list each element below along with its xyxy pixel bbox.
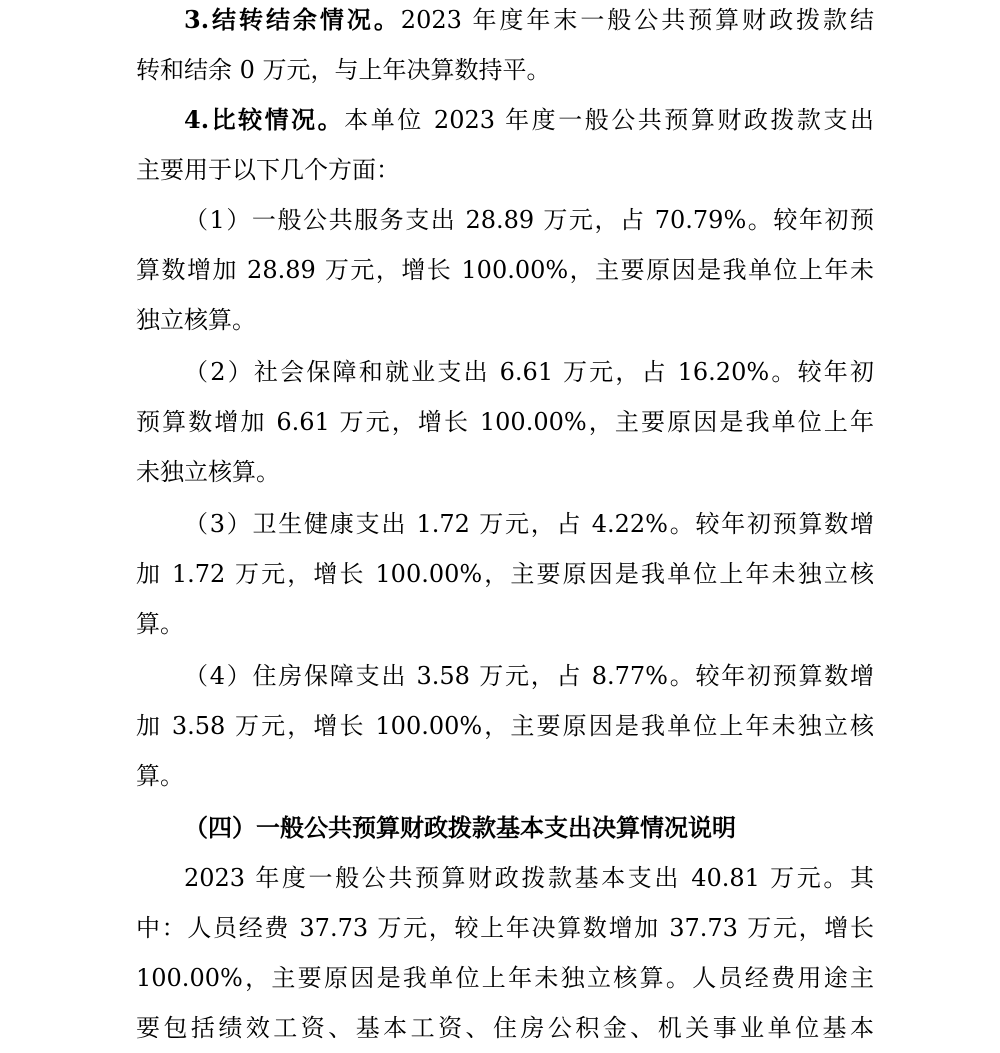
paragraph-line: 算。: [136, 610, 184, 638]
paragraph-line: （2）社会保障和就业支出 6.61 万元，占 16.20%。较年初: [184, 358, 874, 386]
paragraph-line: 算。: [136, 762, 184, 790]
paragraph-text: 本单位 2023 年度一般公共预算财政拨款支出: [344, 106, 874, 134]
paragraph-line: （4）住房保障支出 3.58 万元，占 8.77%。较年初预算数增: [184, 662, 874, 690]
paragraph-line: 中：人员经费 37.73 万元，较上年决算数增加 37.73 万元，增长: [136, 914, 874, 942]
paragraph-line: 独立核算。: [136, 306, 256, 334]
paragraph-line: 转和结余 0 万元，与上年决算数持平。: [136, 56, 551, 84]
paragraph-line: 要包括绩效工资、基本工资、住房公积金、机关事业单位基本: [136, 1014, 874, 1042]
paragraph-line: [184, 95, 874, 145]
paragraph-line: 主要用于以下几个方面：: [136, 156, 400, 184]
paragraph-line: 2023 年度一般公共预算财政拨款基本支出 40.81 万元。其: [184, 864, 874, 892]
paragraph-heading: 3.结转结余情况。: [184, 5, 401, 34]
paragraph-text: 2023 年度年末一般公共预算财政拨款结: [400, 6, 874, 34]
paragraph-line: 100.00%，主要原因是我单位上年未独立核算。人员经费用途主: [136, 964, 874, 992]
paragraph-heading: 4.比较情况。: [184, 105, 345, 134]
paragraph-line: 加 1.72 万元，增长 100.00%，主要原因是我单位上年未独立核: [136, 560, 874, 588]
section-heading: （四）一般公共预算财政拨款基本支出决算情况说明: [184, 813, 736, 842]
paragraph-line: （3）卫生健康支出 1.72 万元，占 4.22%。较年初预算数增: [184, 510, 874, 538]
paragraph-line: 算数增加 28.89 万元，增长 100.00%，主要原因是我单位上年未: [136, 256, 874, 284]
paragraph-line: 未独立核算。: [136, 458, 280, 486]
paragraph-line: 预算数增加 6.61 万元，增长 100.00%，主要原因是我单位上年: [136, 408, 874, 436]
paragraph-line: 加 3.58 万元，增长 100.00%，主要原因是我单位上年未独立核: [136, 712, 874, 740]
paragraph-line: （1）一般公共服务支出 28.89 万元，占 70.79%。较年初预: [184, 206, 874, 234]
paragraph-line: [184, 0, 874, 45]
